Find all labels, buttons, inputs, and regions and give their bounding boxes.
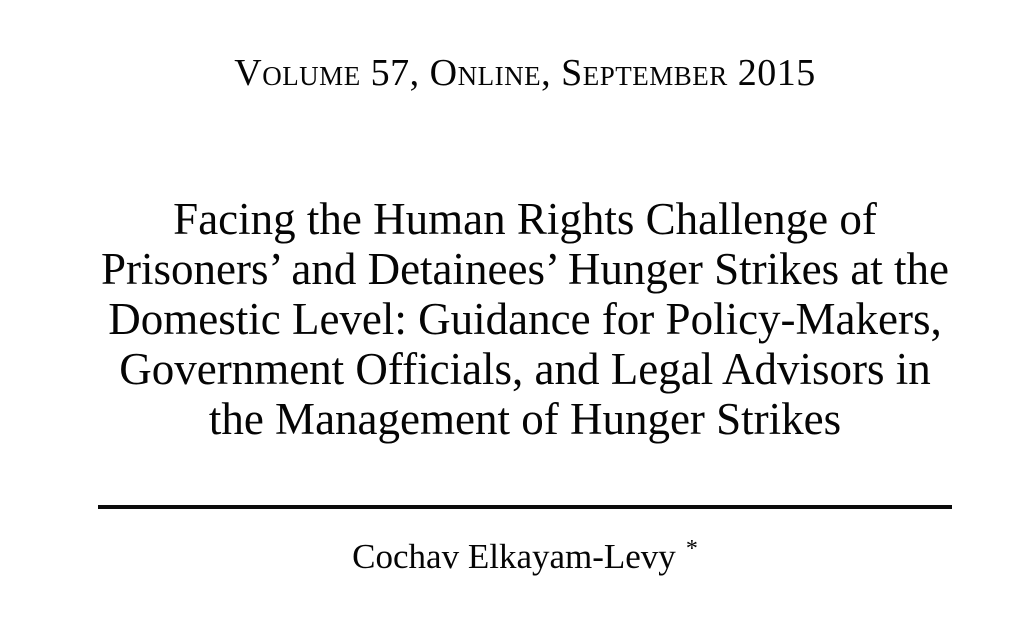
journal-volume-line: Volume 57, Online, September 2015 — [234, 52, 816, 94]
author-name: Cochav Elkayam-Levy — [352, 537, 676, 576]
title-line: Government Officials, and Legal Advisors in — [119, 344, 931, 394]
title-line: Prisoners’ and Detainees’ Hunger Strikes at the — [100, 244, 950, 294]
title-line: Facing the Human Rights Challenge of — [173, 194, 877, 244]
title-line: the Management of Hunger Strikes — [208, 394, 842, 444]
author-byline — [98, 536, 952, 578]
article-title — [98, 194, 952, 444]
separator-rule — [98, 505, 952, 509]
author-footnote-marker: * — [685, 536, 698, 562]
title-line: Domestic Level: Guidance for Policy-Makers, — [108, 294, 942, 344]
